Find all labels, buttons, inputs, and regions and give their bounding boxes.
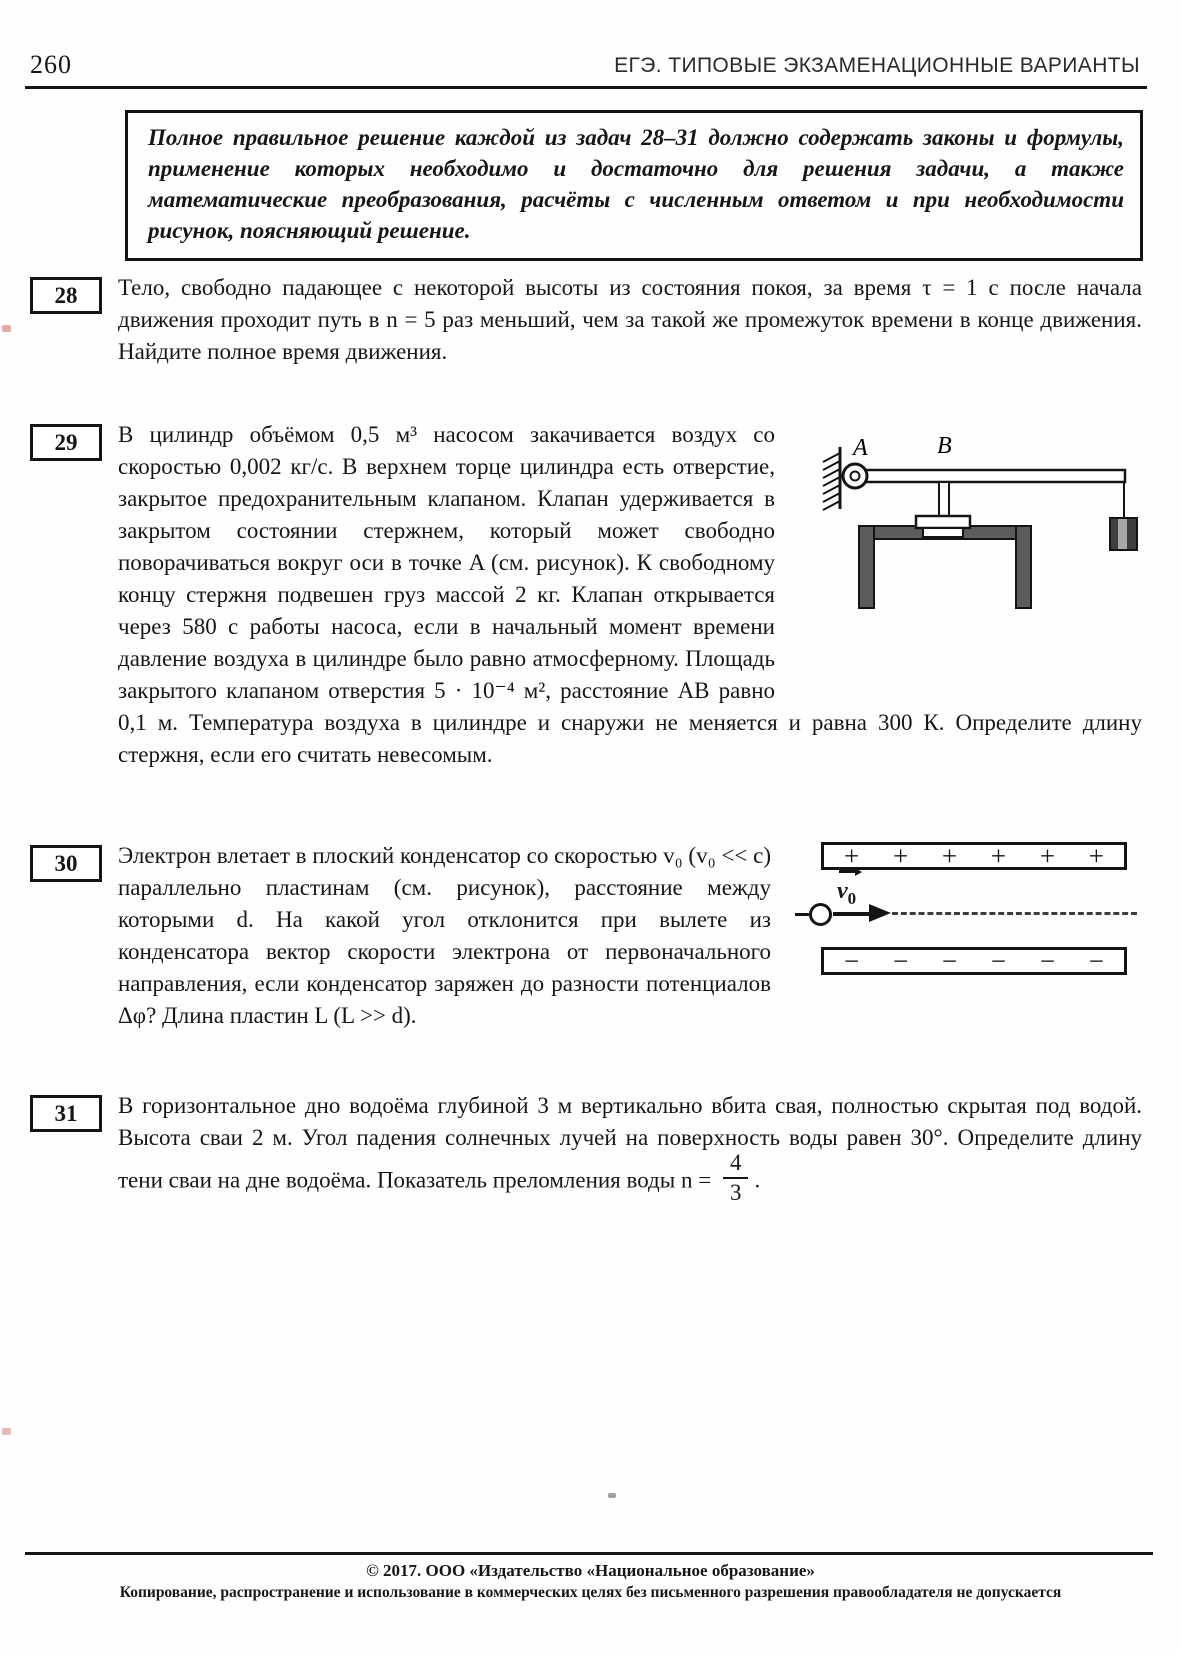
problem-text: Тело, свободно падающее с некоторой высоты из состояния покоя, за время τ = 1 с после начала движения проходит путь в n = 5 раз меньший, чем за такой же промежуток времени в конце движения. Найдите полное время движения. — [118, 275, 1142, 364]
problem-text — [118, 419, 1142, 771]
capacitor-negative-plate — [821, 947, 1127, 975]
problem-number: 30 — [54, 850, 78, 876]
scan-artifact — [608, 1493, 616, 1498]
plate-charge-symbol: − — [844, 945, 860, 976]
plate-charge-symbol: − — [941, 945, 958, 976]
problem-29 — [30, 419, 1142, 771]
problem-number-box — [30, 1095, 102, 1132]
electron-icon — [809, 903, 832, 926]
velocity-subscript: 0 — [847, 888, 857, 908]
lever-rod — [854, 470, 1125, 482]
trajectory-dashed-line — [892, 912, 1137, 915]
header-rule — [25, 86, 1147, 89]
vector-arrow-icon — [839, 870, 856, 873]
cylinder-right-wall — [1016, 526, 1031, 608]
capacitor-positive-plate — [821, 842, 1127, 870]
label-a: A — [853, 435, 868, 461]
weight-icon — [1110, 518, 1137, 550]
velocity-label — [837, 875, 856, 915]
plate-charge-symbol: − — [1039, 945, 1056, 976]
lever-valve-svg — [797, 423, 1142, 613]
footer-restriction: Копирование, распространение и использование в коммерческих целях без письменного разрешения правообладателя не допускается — [119, 1584, 1062, 1601]
problem-number: 28 — [54, 282, 78, 308]
plate-charge-symbol: − — [1088, 945, 1104, 976]
plate-charge-symbol: + — [1088, 840, 1104, 871]
velocity-arrow-head — [869, 904, 891, 922]
problem-text-content: В цилиндр объёмом 0,5 м³ насосом закачивается воздух со скоростью 0,002 кг/с. В верхнем торце цилиндра есть отверстие, закрытое предохранительным клапаном. Клапан удерживается в закрытом состоянии стержнем, который может свободно поворачиваться вокруг оси в точке A (см. рисунок). К свободному концу стержня подвешен груз массой 2 кг. Клапан открывается через 580 с работы насоса, если в начальный момент времени давление воздуха в цилиндре было равно атмосферному. Площадь закрытого клапаном отверстия 5 · 10⁻⁴ м², расстояние AB равно 0,1 м. Температура воздуха в цилиндре и снаружи не меняется и равна 300 К. Определите длину стержня, если его считать невесомым. — [118, 422, 1142, 767]
scan-artifact — [2, 325, 11, 332]
plate-charge-symbol: + — [892, 840, 909, 871]
lever-valve-diagram — [797, 423, 1142, 613]
valve-plate-top — [916, 516, 970, 528]
capacitor-diagram — [797, 842, 1142, 982]
label-b: B — [937, 433, 952, 459]
wall-hatch-icon — [823, 453, 840, 510]
sentence-end: . — [754, 1167, 761, 1193]
problem-number-box — [30, 845, 102, 882]
header-title: ЕГЭ. ТИПОВЫЕ ЭКЗАМЕНАЦИОННЫЕ ВАРИАНТЫ — [614, 54, 1140, 77]
velocity-symbol: v — [837, 878, 848, 904]
plate-charge-symbol: − — [990, 945, 1007, 976]
refraction-fraction — [723, 1150, 749, 1206]
problem-31 — [30, 1090, 1142, 1210]
page-number: 260 — [30, 50, 72, 79]
electron-lead-line — [795, 913, 809, 916]
problem-text-content: Электрон влетает в плоский конденсатор со скоростью v₀ (v₀ << c) параллельно пластинам (см. рисунок), расстояние между которыми d. На какой угол отклонится при вылете из конденсатора вектор скорости электрона от первоначального направления, если конденсатор заряжен до разности потенциалов Δφ? Длина пластин L (L >> d). — [118, 843, 771, 1028]
problem-28 — [30, 272, 1142, 368]
plate-charge-symbol: + — [1039, 840, 1056, 871]
valve-rod — [939, 482, 949, 518]
fraction-denominator: 3 — [729, 1180, 742, 1205]
scan-artifact — [2, 1428, 11, 1435]
page-header — [30, 50, 1140, 80]
instruction-text: Полное правильное решение каждой из задач 28–31 должно содержать законы и формулы, применение которых необходимо и достаточно для решения задачи, а также математические преобразования, расчёты с численным ответом и при необходимости рисунок, поясняющий решение. — [148, 125, 1124, 243]
problem-text-content: В горизонтальное дно водоёма глубиной 3 м вертикально вбита свая, полностью скрытая под водой. Высота сваи 2 м. Угол падения солнечных лучей на поверхность воды равен 30°. Определите длину тени сваи на дне водоёма. Показатель преломления воды n = — [118, 1093, 1142, 1193]
problem-number-box — [30, 277, 102, 314]
footer-copyright: © 2017. ООО «Издательство «Национальное образование» — [366, 1561, 815, 1580]
problem-number: 29 — [54, 429, 78, 455]
cylinder-left-wall — [859, 526, 874, 608]
instruction-box — [125, 110, 1143, 261]
problem-text — [118, 1090, 1142, 1210]
problem-number-box — [30, 424, 102, 461]
pivot-inner — [851, 472, 860, 481]
problem-text — [118, 840, 1142, 1032]
fraction-numerator: 4 — [723, 1150, 749, 1179]
plate-charge-symbol: + — [844, 840, 860, 871]
footer-rule — [25, 1552, 1153, 1555]
problem-30 — [30, 840, 1142, 1068]
plate-charge-symbol: − — [892, 945, 909, 976]
velocity-arrow-icon — [833, 912, 871, 916]
plate-charge-symbol: + — [941, 840, 958, 871]
plate-charge-symbol: + — [990, 840, 1007, 871]
problem-number: 31 — [54, 1100, 78, 1126]
valve-plate-bottom — [923, 528, 963, 537]
